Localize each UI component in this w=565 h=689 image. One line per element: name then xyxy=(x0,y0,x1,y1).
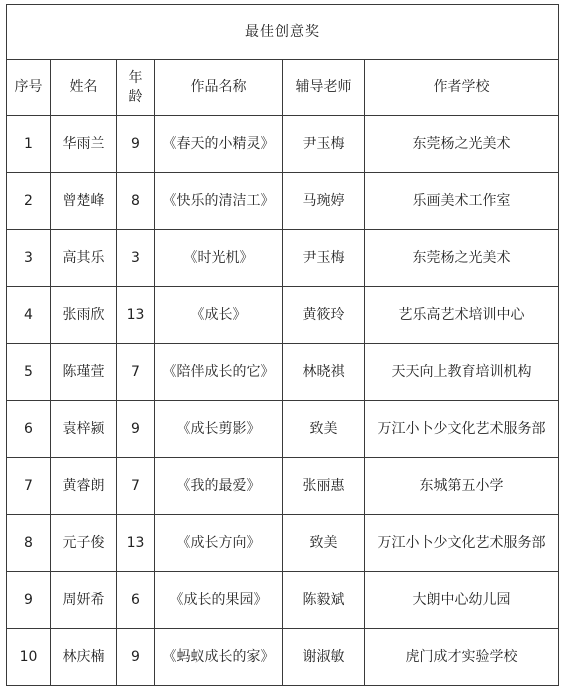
cell-work xyxy=(155,401,283,458)
cell-age: 3 xyxy=(117,230,155,287)
table-row xyxy=(7,401,559,458)
cell-school xyxy=(365,344,559,401)
cell-age: 9 xyxy=(117,401,155,458)
table-row xyxy=(7,287,559,344)
cell-work xyxy=(155,230,283,287)
table-row xyxy=(7,173,559,230)
cell-teacher: 马琬婷 xyxy=(283,173,365,230)
cell-age: 6 xyxy=(117,572,155,629)
cell-work-text: 《我的最爱》 xyxy=(176,477,261,494)
cell-school xyxy=(365,401,559,458)
cell-school-text: 东莞杨之光美术 xyxy=(412,135,511,152)
cell-age: 7 xyxy=(117,458,155,515)
cell-school xyxy=(365,629,559,686)
cell-school-text: 东莞杨之光美术 xyxy=(412,249,511,266)
cell-work-text: 《成长方向》 xyxy=(176,534,261,551)
cell-work xyxy=(155,287,283,344)
header-index: 序号 xyxy=(7,60,51,116)
cell-school xyxy=(365,515,559,572)
cell-work-text: 《快乐的清洁工》 xyxy=(162,192,275,209)
cell-teacher: 尹玉梅 xyxy=(283,230,365,287)
cell-work-text: 《时光机》 xyxy=(183,249,254,266)
cell-school-text: 乐画美术工作室 xyxy=(412,192,511,209)
cell-work-text: 《成长的果园》 xyxy=(169,591,268,608)
cell-age: 9 xyxy=(117,116,155,173)
table-row xyxy=(7,458,559,515)
cell-index: 3 xyxy=(7,230,51,287)
cell-name: 曾楚峰 xyxy=(51,173,117,230)
cell-name: 林庆楠 xyxy=(51,629,117,686)
cell-teacher: 致美 xyxy=(283,401,365,458)
cell-work xyxy=(155,629,283,686)
cell-school-text: 艺乐高艺术培训中心 xyxy=(398,306,525,323)
cell-name: 张雨欣 xyxy=(51,287,117,344)
cell-age: 13 xyxy=(117,287,155,344)
table-title: 最佳创意奖 xyxy=(7,5,559,60)
cell-school xyxy=(365,287,559,344)
cell-index: 7 xyxy=(7,458,51,515)
cell-work xyxy=(155,173,283,230)
header-name: 姓名 xyxy=(51,60,117,116)
table-row xyxy=(7,116,559,173)
cell-age: 8 xyxy=(117,173,155,230)
table-row xyxy=(7,515,559,572)
header-school: 作者学校 xyxy=(365,60,559,116)
cell-school-text: 虎门成才实验学校 xyxy=(405,648,518,665)
cell-work xyxy=(155,344,283,401)
table-row xyxy=(7,230,559,287)
cell-teacher: 陈毅斌 xyxy=(283,572,365,629)
cell-school-text: 万江小卜少文化艺术服务部 xyxy=(377,534,546,551)
cell-school-text: 天天向上教育培训机构 xyxy=(391,363,532,380)
cell-work xyxy=(155,458,283,515)
cell-age: 7 xyxy=(117,344,155,401)
cell-teacher: 谢淑敏 xyxy=(283,629,365,686)
cell-work-text: 《陪伴成长的它》 xyxy=(162,363,275,380)
cell-school-text: 东城第五小学 xyxy=(419,477,504,494)
cell-work-text: 《成长》 xyxy=(190,306,247,323)
cell-index: 8 xyxy=(7,515,51,572)
cell-index: 5 xyxy=(7,344,51,401)
table-row xyxy=(7,572,559,629)
cell-index: 6 xyxy=(7,401,51,458)
cell-school xyxy=(365,458,559,515)
table-row xyxy=(7,629,559,686)
cell-teacher: 黄筱玲 xyxy=(283,287,365,344)
cell-name: 陈瑾萱 xyxy=(51,344,117,401)
cell-work xyxy=(155,515,283,572)
cell-school xyxy=(365,173,559,230)
cell-age: 9 xyxy=(117,629,155,686)
table-row xyxy=(7,344,559,401)
cell-school-text: 万江小卜少文化艺术服务部 xyxy=(377,420,546,437)
award-table xyxy=(6,4,559,686)
table-title-row xyxy=(7,5,559,60)
cell-index: 4 xyxy=(7,287,51,344)
cell-school xyxy=(365,572,559,629)
cell-name: 袁梓颍 xyxy=(51,401,117,458)
cell-school xyxy=(365,230,559,287)
header-age: 年龄 xyxy=(117,60,155,116)
cell-work xyxy=(155,116,283,173)
cell-teacher: 张丽惠 xyxy=(283,458,365,515)
cell-teacher: 致美 xyxy=(283,515,365,572)
cell-teacher: 林晓祺 xyxy=(283,344,365,401)
cell-index: 2 xyxy=(7,173,51,230)
header-work: 作品名称 xyxy=(155,60,283,116)
header-row xyxy=(7,60,559,116)
cell-name: 元子俊 xyxy=(51,515,117,572)
header-teacher: 辅导老师 xyxy=(283,60,365,116)
cell-name: 黄睿朗 xyxy=(51,458,117,515)
cell-index: 9 xyxy=(7,572,51,629)
cell-index: 1 xyxy=(7,116,51,173)
cell-teacher: 尹玉梅 xyxy=(283,116,365,173)
cell-work xyxy=(155,572,283,629)
cell-work-text: 《蚂蚁成长的家》 xyxy=(162,648,275,665)
cell-index: 10 xyxy=(7,629,51,686)
cell-work-text: 《成长剪影》 xyxy=(176,420,261,437)
cell-name: 周妍希 xyxy=(51,572,117,629)
table-body xyxy=(7,116,559,686)
cell-school-text: 大朗中心幼儿园 xyxy=(412,591,511,608)
cell-school xyxy=(365,116,559,173)
cell-name: 华雨兰 xyxy=(51,116,117,173)
cell-work-text: 《春天的小精灵》 xyxy=(162,135,275,152)
cell-age: 13 xyxy=(117,515,155,572)
cell-name: 高其乐 xyxy=(51,230,117,287)
